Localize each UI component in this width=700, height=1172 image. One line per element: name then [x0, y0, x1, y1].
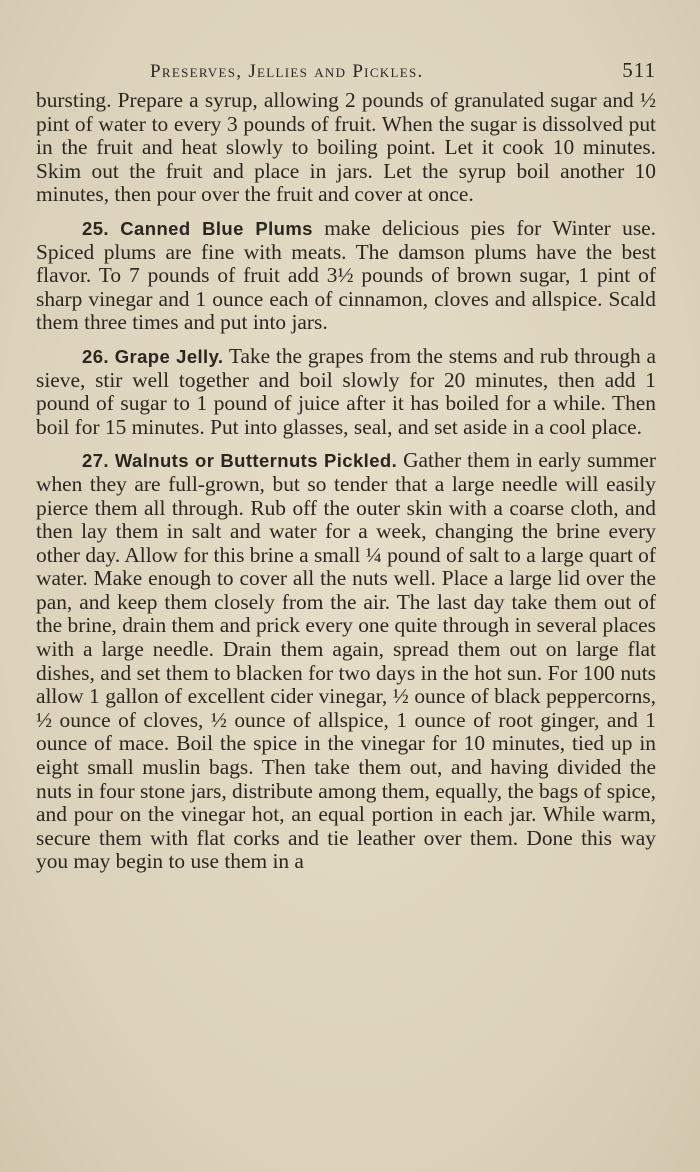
recipe-25 — [36, 217, 656, 335]
recipe-heading: Walnuts or Butternuts Pickled. — [114, 450, 398, 472]
recipe-number: 25. — [82, 217, 109, 239]
running-head: Preserves, Jellies and Pickles. — [150, 61, 424, 82]
page-header — [150, 58, 656, 83]
recipe-26 — [36, 345, 656, 439]
recipe-text: Gather them in early summer when they are full-grown, but so tender that a large needle will easily pierce them all through. Rub off the outer skin with a coarse cloth, and then lay them in salt and water for a week, changing the brine every other day. Allow for this brine a small ¼ pound of salt to a large quart of water. Make enough to cover all the nuts well. Place a large lid over the pan, and keep them closely from the air. The last day take them out of the brine, drain them and prick every one quite through in several places with a large needle. Drain them again, spread them out on large flat dishes, and set them to blacken for two days in the hot sun. For 100 nuts allow 1 gallon of excellent cider vinegar, ½ ounce of black peppercorns, ½ ounce of cloves, ½ ounce of allspice, 1 ounce of root ginger, and 1 ounce of mace. Boil the spice in the vinegar for 10 minutes, tied up in eight small muslin bags. Then take them out, and having divided the nuts in four stone jars, distribute among them, equally, the bags of spice, and pour on the vinegar hot, an equal portion in each jar. While warm, secure them with flat corks and tie leather over them. Done this way you may begin to use them in a — [36, 448, 657, 874]
recipe-number: 26. — [82, 345, 109, 367]
recipe-text: make delicious pies for Winter use. Spiced plums are fine with meats. The damson plums have the best flavor. To 7 pounds of fruit add 3½ pounds of brown sugar, 1 pint of sharp vinegar and 1 ounce each of cinnamon, cloves and allspice. Scald them three times and put into jars. — [36, 215, 656, 335]
recipe-heading: Grape Jelly. — [114, 345, 224, 367]
continued-paragraph — [36, 89, 656, 207]
recipe-number: 27. — [82, 450, 109, 472]
recipe-heading: Canned Blue Plums — [120, 217, 313, 239]
recipe-text: Take the grapes from the stems and rub through a sieve, stir well together and boil slowly for 20 minutes, then add 1 pound of sugar to 1 pound of juice after it has boiled for a while. Then boil for 15 minutes. Put into glasses, seal, and set aside in a cool place. — [36, 343, 656, 439]
paragraph-text: bursting. Prepare a syrup, allowing 2 pounds of granulated sugar and ½ pint of water to every 3 pounds of fruit. When the sugar is dissolved put in the fruit and heat slowly to boiling point. Let it cook 10 minutes. Skim out the fruit and place in jars. Let the syrup boil another 10 minutes, then pour over the fruit and cover at once. — [36, 88, 656, 207]
page-number: 511 — [622, 58, 656, 82]
recipe-27 — [36, 449, 656, 874]
